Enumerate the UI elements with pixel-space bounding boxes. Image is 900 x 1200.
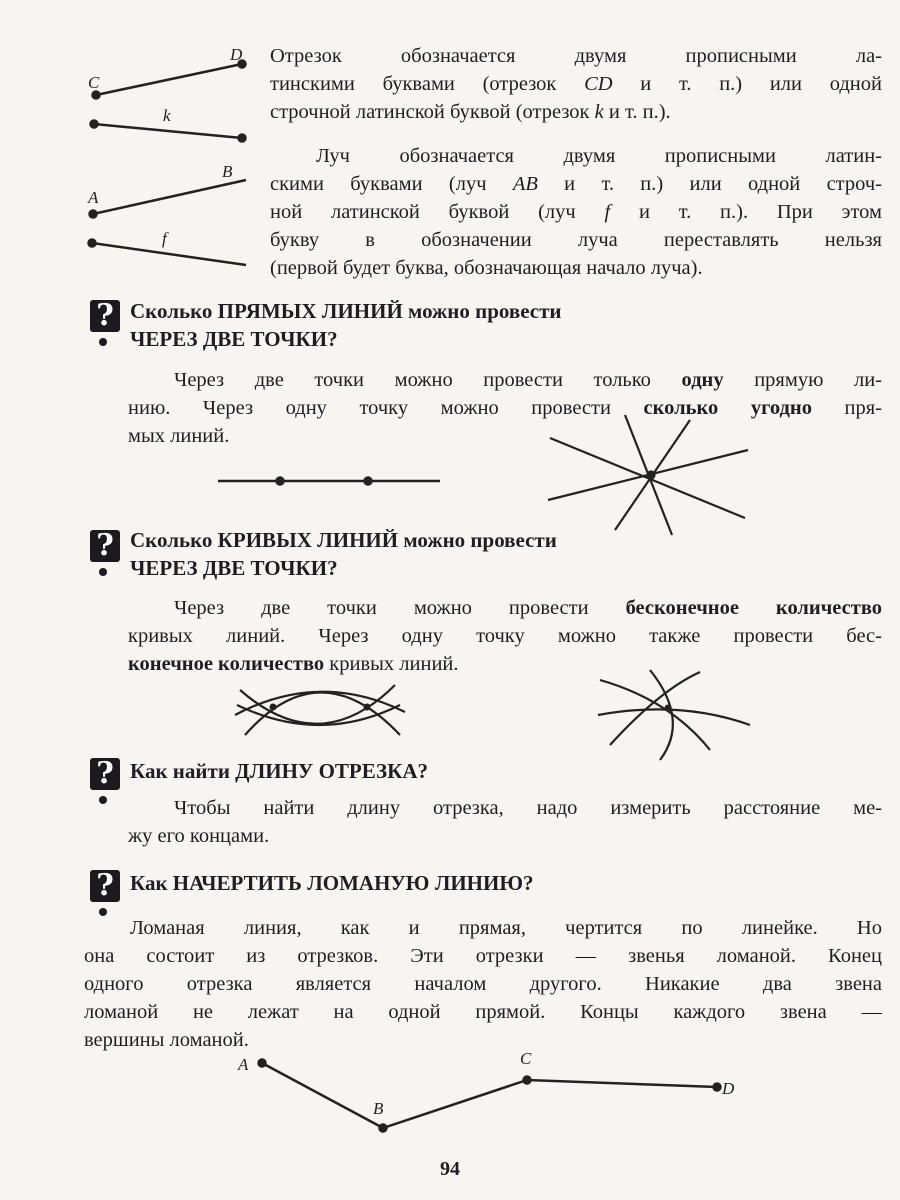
polyline-paragraph bbox=[84, 914, 882, 1054]
label-d: D bbox=[230, 45, 243, 64]
italic-letter: k bbox=[594, 101, 604, 123]
text-line bbox=[84, 998, 882, 1026]
straight-lines-paragraph bbox=[128, 366, 882, 450]
text-segment: строчной латинской буквой (отрезок bbox=[270, 101, 595, 123]
text-line bbox=[270, 254, 882, 282]
italic-letter: AB bbox=[512, 173, 538, 195]
segment-length-paragraph bbox=[128, 794, 882, 850]
text-line bbox=[128, 366, 882, 394]
text-line bbox=[128, 594, 882, 622]
ray-ab-figure bbox=[90, 180, 247, 218]
segment-cd-figure bbox=[93, 61, 246, 99]
text-line bbox=[270, 98, 882, 126]
curved-lines-paragraph bbox=[128, 594, 882, 678]
text-segment: ломаной не лежат на одной прямой. Концы каждого звена — bbox=[84, 1001, 882, 1023]
text-line bbox=[128, 422, 882, 450]
question-icon: ? bbox=[90, 300, 120, 332]
text-segment: нию. Через одну точку можно провести bbox=[128, 397, 644, 419]
text-segment: букву в обозначении луча переставлять нельзя bbox=[270, 229, 882, 251]
page-number: 94 bbox=[440, 1158, 460, 1180]
poly-label-b: B bbox=[373, 1099, 384, 1118]
text-line bbox=[84, 1026, 882, 1054]
italic-letter: f bbox=[604, 201, 611, 223]
heading-line: Сколько КРИВЫХ ЛИНИЙ можно провести bbox=[130, 528, 557, 552]
heading-straight-lines bbox=[130, 297, 562, 353]
heading-line: Как НАЧЕРТИТЬ ЛОМАНУЮ ЛИНИЮ? bbox=[130, 871, 534, 895]
text-line bbox=[128, 650, 882, 678]
text-line bbox=[128, 794, 882, 822]
text-segment: скими буквами (луч bbox=[270, 173, 513, 195]
text-segment: ной латинской буквой (луч bbox=[270, 201, 605, 223]
text-line bbox=[84, 942, 882, 970]
ray-f-figure bbox=[89, 240, 247, 266]
label-f: f bbox=[162, 229, 167, 248]
text-line bbox=[270, 42, 882, 70]
text-segment: Луч обозначается двумя прописными латин- bbox=[316, 145, 882, 167]
text-segment: и т. п.) или одной строч- bbox=[537, 173, 882, 195]
italic-letter: CD bbox=[584, 73, 613, 95]
text-segment: Через две точки можно провести только bbox=[174, 369, 682, 391]
text-line bbox=[128, 822, 882, 850]
text-line bbox=[270, 70, 882, 98]
heading-curved-lines bbox=[130, 526, 557, 582]
segment-notation-paragraph bbox=[270, 42, 882, 126]
text-segment: Отрезок обозначается двумя прописными ла- bbox=[270, 45, 882, 67]
text-segment: (первой будет буква, обозначающая начало луча). bbox=[270, 257, 703, 279]
poly-label-d: D bbox=[722, 1079, 735, 1098]
curves-one-point-figure bbox=[598, 670, 750, 760]
question-icon: ? bbox=[90, 530, 120, 562]
text-line bbox=[84, 970, 882, 998]
text-segment: и т. п.). При этом bbox=[610, 201, 882, 223]
text-segment: пря- bbox=[811, 397, 882, 419]
bold-text: конечное количество bbox=[128, 653, 325, 675]
text-segment: тинскими буквами (отрезок bbox=[270, 73, 585, 95]
text-line bbox=[84, 914, 882, 942]
text-segment: прямую ли- bbox=[723, 369, 882, 391]
text-segment: одного отрезка является началом другого. Никакие два звена bbox=[84, 973, 882, 995]
polyline-abcd-figure bbox=[259, 1060, 721, 1132]
heading-line: ЧЕРЕЗ ДВЕ ТОЧКИ? bbox=[130, 327, 338, 351]
label-b: B bbox=[222, 162, 233, 181]
question-icon: ? bbox=[90, 870, 120, 902]
one-line-two-points-figure bbox=[218, 478, 440, 485]
text-segment: и т. п.) или одной bbox=[612, 73, 882, 95]
heading-segment-length bbox=[130, 757, 428, 785]
text-segment: и т. п.). bbox=[603, 101, 671, 123]
text-line bbox=[128, 394, 882, 422]
text-line bbox=[128, 622, 882, 650]
heading-line: ЧЕРЕЗ ДВЕ ТОЧКИ? bbox=[130, 556, 338, 580]
bold-text: бесконечное количество bbox=[625, 597, 883, 619]
text-segment: она состоит из отрезков. Эти отрезки — звенья ломаной. Конец bbox=[84, 945, 882, 967]
text-line bbox=[270, 142, 882, 170]
ray-notation-paragraph bbox=[270, 142, 882, 282]
text-segment: мых линий. bbox=[128, 425, 230, 447]
question-icon: ? bbox=[90, 758, 120, 790]
text-segment: кривых линий. Через одну точку можно также провести бес- bbox=[128, 625, 882, 647]
text-segment: кривых линий. bbox=[324, 653, 459, 675]
bold-text: одну bbox=[681, 369, 724, 391]
poly-label-c: C bbox=[520, 1049, 532, 1068]
text-segment: вершины ломаной. bbox=[84, 1029, 249, 1051]
text-line bbox=[270, 226, 882, 254]
text-line bbox=[270, 170, 882, 198]
poly-label-a: A bbox=[238, 1055, 249, 1074]
bold-text: сколько угодно bbox=[643, 397, 812, 419]
label-c: C bbox=[88, 73, 100, 92]
heading-polyline bbox=[130, 869, 534, 897]
text-segment: Через две точки можно провести bbox=[174, 597, 626, 619]
text-line bbox=[270, 198, 882, 226]
text-segment: Чтобы найти длину отрезка, надо измерить расстояние ме- bbox=[174, 797, 882, 819]
label-a: A bbox=[88, 188, 99, 207]
text-segment: жу его концами. bbox=[128, 825, 270, 847]
heading-line: Как найти ДЛИНУ ОТРЕЗКА? bbox=[130, 759, 428, 783]
label-k: k bbox=[163, 106, 171, 125]
curves-two-points-figure bbox=[235, 685, 405, 735]
heading-line: Сколько ПРЯМЫХ ЛИНИЙ можно провести bbox=[130, 299, 562, 323]
text-segment: Ломаная линия, как и прямая, чертится по линейке. Но bbox=[130, 917, 882, 939]
